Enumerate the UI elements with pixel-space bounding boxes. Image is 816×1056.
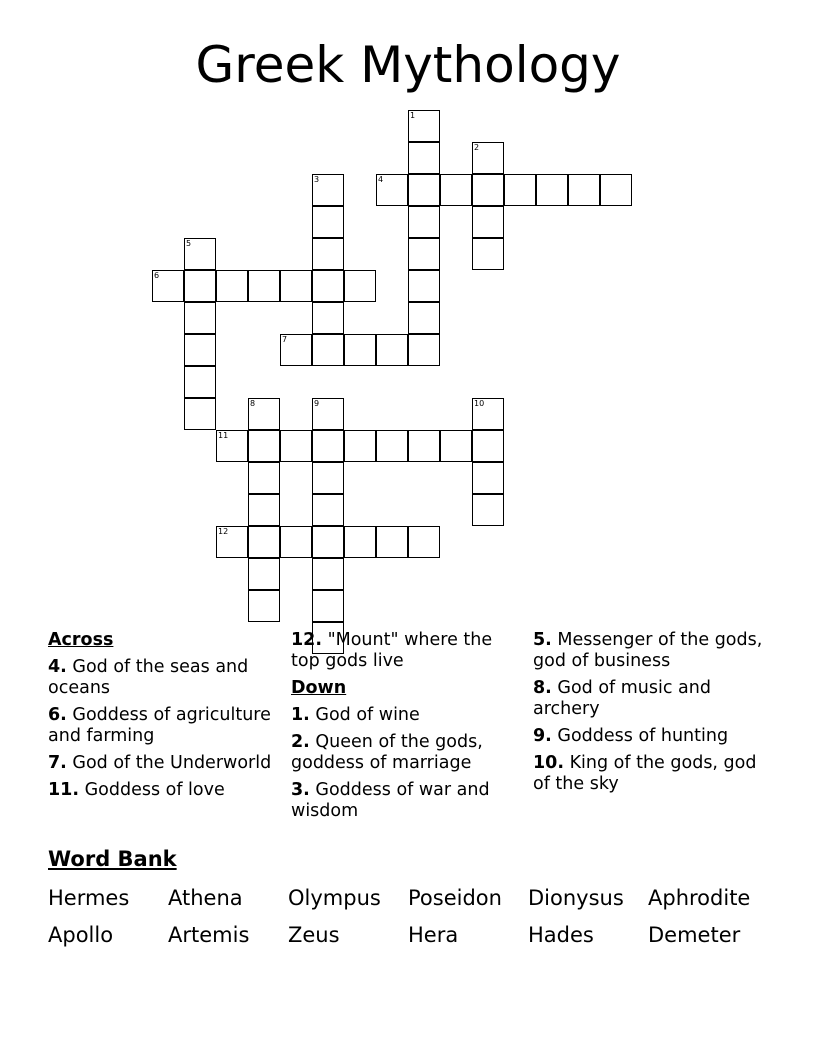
clue-number: 5. [533,630,552,650]
grid-cell[interactable] [152,270,184,302]
grid-cell[interactable] [280,334,312,366]
grid-cell[interactable] [568,174,600,206]
grid-cell[interactable] [216,270,248,302]
grid-cell[interactable] [184,238,216,270]
grid-cell[interactable] [248,558,280,590]
clue-across-6 [48,705,280,747]
grid-cell[interactable] [408,302,440,334]
clue-number-label: 3 [314,175,320,184]
clue-number: 6. [48,705,67,725]
clue-down-8 [533,678,763,720]
grid-cell[interactable] [344,270,376,302]
word-bank-word: Poseidon [408,886,502,910]
grid-cell[interactable] [248,590,280,622]
clue-text: "Mount" where the top gods live [291,630,493,671]
clue-text: Goddess of hunting [551,726,729,746]
clue-text: Messenger of the gods, god of business [533,630,763,671]
clue-number-label: 9 [314,399,320,408]
grid-cell[interactable] [248,526,280,558]
clue-number: 9. [533,726,552,746]
grid-cell[interactable] [312,334,344,366]
grid-cell[interactable] [376,174,408,206]
grid-cell[interactable] [536,174,568,206]
grid-cell[interactable] [248,462,280,494]
grid-cell[interactable] [312,430,344,462]
clue-number-label: 10 [474,399,485,408]
clue-down-1 [291,705,521,726]
clue-text: Goddess of agriculture and farming [48,705,271,746]
grid-cell[interactable] [344,334,376,366]
clue-across-4 [48,657,280,699]
grid-cell[interactable] [312,270,344,302]
grid-cell[interactable] [184,302,216,334]
grid-cell[interactable] [376,526,408,558]
clue-text: God of music and archery [533,678,711,719]
grid-cell[interactable] [248,398,280,430]
grid-cell[interactable] [408,334,440,366]
word-bank-word: Dionysus [528,886,624,910]
clue-across-12 [291,630,521,672]
clue-text: Goddess of war and wisdom [291,780,490,821]
clue-across-11 [48,780,280,801]
grid-cell[interactable] [312,302,344,334]
grid-cell[interactable] [376,430,408,462]
grid-cell[interactable] [312,206,344,238]
grid-cell[interactable] [472,174,504,206]
clue-number: 8. [533,678,552,698]
grid-cell[interactable] [472,142,504,174]
clue-text: God of the Underworld [66,753,272,773]
grid-cell[interactable] [344,526,376,558]
across-heading: Across [48,630,114,650]
clue-number: 2. [291,732,310,752]
grid-cell[interactable] [504,174,536,206]
clue-number: 3. [291,780,310,800]
clue-down-9 [533,726,763,747]
grid-cell[interactable] [440,430,472,462]
clue-number-label: 1 [410,111,416,120]
word-bank-word: Demeter [648,923,741,947]
clue-text: God of the seas and oceans [48,657,249,698]
clue-across-7 [48,753,280,774]
grid-cell[interactable] [248,430,280,462]
clue-text: King of the gods, god of the sky [533,753,757,794]
grid-cell[interactable] [312,494,344,526]
grid-cell[interactable] [312,398,344,430]
grid-cell[interactable] [408,526,440,558]
word-bank-word: Athena [168,886,243,910]
grid-cell[interactable] [184,334,216,366]
clue-number: 12. [291,630,323,650]
word-bank-title: Word Bank [48,847,177,871]
grid-cell[interactable] [408,174,440,206]
grid-cell[interactable] [312,590,344,622]
word-bank-word: Apollo [48,923,114,947]
word-bank-word: Hera [408,923,459,947]
grid-cell[interactable] [248,494,280,526]
grid-cell[interactable] [600,174,632,206]
grid-cell[interactable] [184,270,216,302]
grid-cell[interactable] [248,270,280,302]
clue-number: 11. [48,780,80,800]
clue-text: Goddess of love [79,780,225,800]
grid-cell[interactable] [312,558,344,590]
clue-number-label: 8 [250,399,256,408]
word-bank-word: Hermes [48,886,130,910]
grid-cell[interactable] [440,174,472,206]
clue-number: 10. [533,753,565,773]
grid-cell[interactable] [408,206,440,238]
clue-text: God of wine [309,705,420,725]
grid-cell[interactable] [472,430,504,462]
grid-cell[interactable] [472,238,504,270]
grid-cell[interactable] [472,206,504,238]
clue-number-label: 2 [474,143,480,152]
word-bank-word: Hades [528,923,594,947]
grid-cell[interactable] [312,462,344,494]
grid-cell[interactable] [408,430,440,462]
clue-down-5 [533,630,763,672]
grid-cell[interactable] [376,334,408,366]
clue-number-label: 4 [378,175,384,184]
page-title: Greek Mythology [195,36,621,94]
grid-cell[interactable] [312,238,344,270]
grid-cell[interactable] [216,526,248,558]
grid-cell[interactable] [472,462,504,494]
grid-cell[interactable] [280,270,312,302]
word-bank-word: Olympus [288,886,381,910]
clue-text: Queen of the gods, goddess of marriage [291,732,483,773]
grid-cell[interactable] [408,238,440,270]
word-bank-word: Aphrodite [648,886,751,910]
grid-cell[interactable] [408,142,440,174]
clue-number-label: 12 [218,527,229,536]
clues-column-3 [533,630,763,801]
clue-down-2 [291,732,521,774]
grid-cell[interactable] [472,494,504,526]
clue-down-3 [291,780,521,822]
word-bank-word: Zeus [288,923,340,947]
grid-cell[interactable] [408,110,440,142]
clue-number-label: 11 [218,431,229,440]
clue-number: 7. [48,753,67,773]
grid-cell[interactable] [408,270,440,302]
clue-number-label: 7 [282,335,288,344]
grid-cell[interactable] [472,398,504,430]
grid-cell[interactable] [184,366,216,398]
grid-cell[interactable] [312,174,344,206]
grid-cell[interactable] [280,526,312,558]
clues-column-1 [48,630,280,807]
clue-down-10 [533,753,763,795]
grid-cell[interactable] [184,398,216,430]
clue-number-label: 6 [154,271,160,280]
grid-cell[interactable] [344,430,376,462]
clue-number: 4. [48,657,67,677]
down-heading: Down [291,678,347,698]
grid-cell[interactable] [312,526,344,558]
grid-cell[interactable] [280,430,312,462]
clue-number: 1. [291,705,310,725]
clues-column-2 [291,630,521,828]
clue-number-label: 5 [186,239,192,248]
word-bank-word: Artemis [168,923,250,947]
grid-cell[interactable] [216,430,248,462]
